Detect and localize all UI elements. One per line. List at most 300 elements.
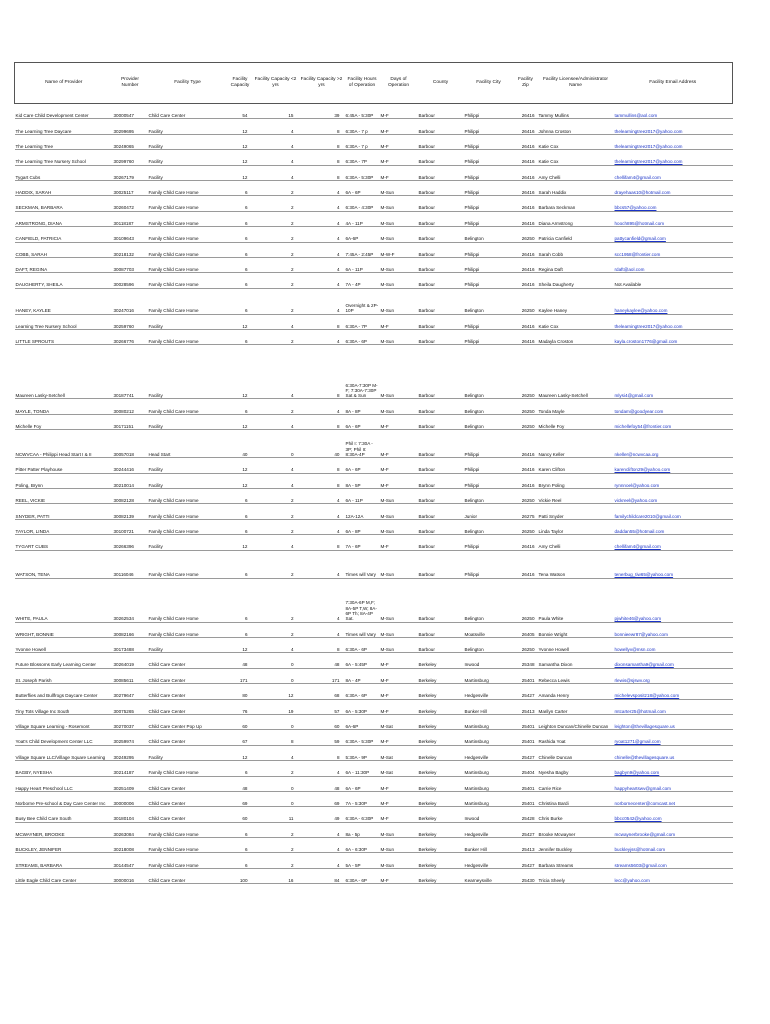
cell-days: M-F (380, 119, 418, 134)
cell-email[interactable] (614, 104, 733, 119)
cell-capacity-under-2: 4 (253, 134, 299, 149)
table-row (15, 165, 733, 180)
email-link[interactable]: chellifam4@gmail.com (614, 174, 661, 180)
cell-name: Poling, Brynn (15, 473, 113, 488)
cell-email[interactable] (614, 134, 733, 149)
email-link[interactable]: nkeller@ncwvcaa.org (614, 451, 659, 457)
cell-number: 30109643 (113, 227, 148, 242)
cell-email[interactable] (614, 745, 733, 760)
email-link[interactable]: tenerbug_tiw65@yahoo.com (614, 572, 674, 578)
table-row (15, 257, 733, 272)
cell-number: 30082139 (113, 504, 148, 519)
cell-zip: 26250 (514, 399, 538, 414)
cell-email[interactable] (614, 807, 733, 822)
cell-days: M-Sun (380, 257, 418, 272)
email-link[interactable]: howellyv@msn.com (614, 647, 656, 653)
cell-hours: 8A - 5P (345, 473, 380, 488)
cell-type: Child Care Center (148, 791, 228, 806)
email-link[interactable]: rlewis@sjswv.org (614, 677, 650, 683)
cell-county: Berkeley (418, 684, 464, 699)
cell-email[interactable] (614, 242, 733, 257)
cell-email[interactable] (614, 314, 733, 329)
email-link[interactable]: norbornecenter@comcast.net (614, 801, 676, 806)
cell-capacity: 6 (228, 330, 253, 345)
cell-zip: 25401 (514, 714, 538, 729)
cell-hours: 7A - 4P (345, 273, 380, 288)
cell-capacity: 6 (228, 822, 253, 837)
email-link[interactable]: ryoat1271@gmail.com (614, 739, 661, 745)
cell-name: TAYLOR, LINDA (15, 519, 113, 534)
cell-number: 30214187 (113, 761, 148, 776)
cell-county: Berkeley (418, 745, 464, 760)
header-number: Provider Number (113, 63, 148, 104)
cell-admin: Johnna Croston (538, 119, 614, 134)
cell-county: Barbour (418, 330, 464, 345)
cell-type: Child Care Center (148, 776, 228, 791)
table-row (15, 535, 733, 550)
cell-number: 30279647 (113, 684, 148, 699)
email-link[interactable]: pjwhite46@yahoo.com (614, 616, 662, 622)
cell-city: Hedgesville (464, 853, 514, 868)
cell-type: Head Start (148, 430, 228, 458)
cell-capacity-over-2: 8 (299, 637, 345, 652)
cell-county: Barbour (418, 345, 464, 399)
cell-name: Maureen Lasky-Setchell (15, 345, 113, 399)
cell-capacity-under-2: 4 (253, 745, 299, 760)
cell-email[interactable] (614, 119, 733, 134)
cell-admin: Brooke Mcwayner (538, 822, 614, 837)
cell-type: Facility (148, 314, 228, 329)
cell-email[interactable] (614, 399, 733, 414)
cell-capacity-over-2: 4 (299, 853, 345, 868)
cell-number: 30251409 (113, 776, 148, 791)
cell-capacity-over-2: 4 (299, 180, 345, 195)
cell-email[interactable] (614, 414, 733, 429)
table-row (15, 473, 733, 488)
cell-county: Barbour (418, 399, 464, 414)
cell-capacity: 12 (228, 637, 253, 652)
cell-email[interactable] (614, 150, 733, 165)
cell-county: Berkeley (418, 776, 464, 791)
email-link[interactable]: dixonsamantha9@gmail.com (614, 662, 674, 668)
cell-hours: 6:30A - 6P (345, 637, 380, 652)
cell-type: Family Child Care Home (148, 853, 228, 868)
cell-county: Barbour (418, 504, 464, 519)
cell-number: 30299695 (113, 119, 148, 134)
cell-name: MCWAYNER, BROOKE (15, 822, 113, 837)
cell-admin: Christina Bardi (538, 791, 614, 806)
cell-days: M-F (380, 653, 418, 668)
cell-number: 30267179 (113, 165, 148, 180)
cell-capacity-over-2: 69 (299, 791, 345, 806)
cell-days: M-Sat (380, 745, 418, 760)
email-link[interactable]: buckleyjss@hotmail.com (614, 847, 666, 853)
cell-type: Family Child Care Home (148, 227, 228, 242)
table-row (15, 211, 733, 226)
cell-email[interactable] (614, 458, 733, 473)
cell-email[interactable] (614, 578, 733, 622)
cell-admin: Katie Cox (538, 134, 614, 149)
cell-email[interactable] (614, 257, 733, 272)
cell-capacity-under-2: 11 (253, 807, 299, 822)
cell-zip: 25427 (514, 684, 538, 699)
cell-city: Martinsburg (464, 791, 514, 806)
cell-capacity-under-2: 2 (253, 578, 299, 622)
cell-capacity-under-2: 15 (253, 104, 299, 119)
table-row (15, 807, 733, 822)
cell-admin: Michelle Foy (538, 414, 614, 429)
cell-county: Berkeley (418, 868, 464, 883)
table-row (15, 180, 733, 195)
cell-capacity-over-2: 4 (299, 211, 345, 226)
cell-admin: Rashida Yoat (538, 730, 614, 745)
cell-number: 30173488 (113, 637, 148, 652)
cell-number: 30000547 (113, 104, 148, 119)
email-link[interactable]: lecc@yahoo.com (614, 877, 650, 883)
cell-zip: 26250 (514, 345, 538, 399)
email-link[interactable]: familychildcare2010@gmail.com (614, 513, 681, 519)
cell-capacity-over-2: 8 (299, 345, 345, 399)
cell-type: Facility (148, 414, 228, 429)
cell-capacity-under-2: 2 (253, 180, 299, 195)
cell-zip: 26416 (514, 134, 538, 149)
cell-city: Inwood (464, 807, 514, 822)
cell-hours: 6A - 11P (345, 489, 380, 504)
cell-email[interactable] (614, 504, 733, 519)
cell-admin: Amanda Henry (538, 684, 614, 699)
table-row (15, 653, 733, 668)
cell-name: St. Joseph Parish (15, 668, 113, 683)
cell-capacity-over-2: 57 (299, 699, 345, 714)
cell-number: 30082128 (113, 489, 148, 504)
cell-admin: Sheila Daugherty (538, 273, 614, 288)
cell-number: 30118187 (113, 211, 148, 226)
cell-county: Barbour (418, 622, 464, 637)
table-row (15, 227, 733, 242)
cell-name: Village Square LLC/Village Square Learning (15, 745, 113, 760)
cell-admin: Karen Clifton (538, 458, 614, 473)
cell-number: 30270037 (113, 714, 148, 729)
email-link[interactable]: michelevspositz18@yahoo.com (614, 693, 680, 699)
cell-admin: Vickie Reel (538, 489, 614, 504)
cell-capacity: 6 (228, 257, 253, 272)
cell-hours: 6A - 11P (345, 257, 380, 272)
email-link[interactable]: chellifam4@gmail.com (614, 544, 661, 550)
cell-hours: 6:30A - 7 p (345, 134, 380, 149)
cell-zip: 25404 (514, 761, 538, 776)
cell-city: Philippi (464, 242, 514, 257)
cell-admin: Sarah Cobb (538, 242, 614, 257)
cell-days: M-Sun (380, 273, 418, 288)
cell-email[interactable] (614, 822, 733, 837)
email-link[interactable]: scc1958@frontier.com (614, 251, 661, 257)
cell-type: Family Child Care Home (148, 273, 228, 288)
cell-capacity-over-2: 8 (299, 165, 345, 180)
cell-capacity: 6 (228, 211, 253, 226)
cell-admin: Brynn Poling (538, 473, 614, 488)
table-row (15, 699, 733, 714)
cell-name: WHITE, PAULA (15, 578, 113, 622)
email-link[interactable]: thelearningtree2017@yahoo.com (614, 143, 683, 149)
cell-type: Family Child Care Home (148, 211, 228, 226)
cell-admin: Katie Cox (538, 314, 614, 329)
cell-days: M-F (380, 458, 418, 473)
cell-hours: 6A - 6P (345, 776, 380, 791)
table-row (15, 504, 733, 519)
cell-capacity-under-2: 4 (253, 119, 299, 134)
email-link[interactable]: bbcs57@yahoo.com (614, 205, 657, 211)
cell-type: Child Care Center (148, 730, 228, 745)
cell-email[interactable] (614, 761, 733, 776)
cell-email[interactable] (614, 868, 733, 883)
cell-zip: 26416 (514, 104, 538, 119)
email-link[interactable]: bbcc0542@yahoo.com (614, 816, 662, 822)
cell-type: Family Child Care Home (148, 550, 228, 578)
cell-county: Barbour (418, 257, 464, 272)
cell-capacity: 67 (228, 730, 253, 745)
cell-email[interactable] (614, 776, 733, 791)
cell-city: Philippi (464, 165, 514, 180)
cell-zip: 25413 (514, 838, 538, 853)
email-text: Not Available (614, 282, 642, 288)
cell-zip: 26416 (514, 473, 538, 488)
table-row (15, 578, 733, 622)
cell-capacity-under-2: 2 (253, 489, 299, 504)
cell-capacity-over-2: 4 (299, 504, 345, 519)
cell-county: Barbour (418, 414, 464, 429)
cell-email[interactable] (614, 637, 733, 652)
cell-type: Family Child Care Home (148, 838, 228, 853)
cell-admin: Patricia Canfield (538, 227, 614, 242)
email-link[interactable]: karenclifton29@yahoo.com (614, 467, 671, 473)
table-row (15, 345, 733, 399)
cell-email[interactable] (614, 838, 733, 853)
cell-city: Martinsburg (464, 761, 514, 776)
cell-admin: Tricia Sheely (538, 868, 614, 883)
cell-city: Philippi (464, 430, 514, 458)
cell-number: 30057018 (113, 430, 148, 458)
cell-days: M-F (380, 684, 418, 699)
cell-capacity-over-2: 8 (299, 745, 345, 760)
cell-type: Family Child Care Home (148, 822, 228, 837)
cell-capacity-over-2: 8 (299, 119, 345, 134)
cell-city: Inwood (464, 653, 514, 668)
cell-hours: 6A - 6P (345, 180, 380, 195)
cell-city: Bunker Hill (464, 838, 514, 853)
cell-name: TYGART CUBS (15, 535, 113, 550)
cell-email[interactable] (614, 653, 733, 668)
cell-email[interactable] (614, 180, 733, 195)
cell-email[interactable] (614, 473, 733, 488)
cell-hours: 6A - 6P (345, 414, 380, 429)
cell-email (614, 273, 733, 288)
cell-admin: Barbara Streams (538, 853, 614, 868)
cell-type: Facility (148, 458, 228, 473)
cell-capacity-over-2: 4 (299, 242, 345, 257)
cell-zip: 26250 (514, 227, 538, 242)
cell-hours: 6:30A - 6P (345, 868, 380, 883)
cell-number: 30264019 (113, 653, 148, 668)
cell-type: Child Care Center (148, 653, 228, 668)
cell-email[interactable] (614, 730, 733, 745)
cell-county: Berkeley (418, 653, 464, 668)
cell-zip: 26416 (514, 535, 538, 550)
cell-type: Family Child Care Home (148, 242, 228, 257)
cell-city: Philippi (464, 104, 514, 119)
cell-hours: 5A - 5P (345, 853, 380, 868)
header-name: Name of Provider (15, 63, 113, 104)
cell-type: Child Care Center (148, 868, 228, 883)
table-row (15, 458, 733, 473)
cell-number: 30187741 (113, 345, 148, 399)
cell-capacity: 12 (228, 345, 253, 399)
cell-admin: Chris Burke (538, 807, 614, 822)
cell-hours: 8A - 8P (345, 399, 380, 414)
cell-name: REEL, VICKIE (15, 489, 113, 504)
email-link[interactable]: streams5603@gmail.com (614, 862, 667, 868)
cell-capacity-under-2: 2 (253, 399, 299, 414)
cell-city: Philippi (464, 180, 514, 195)
cell-email[interactable] (614, 684, 733, 699)
cell-email[interactable] (614, 196, 733, 211)
table-row (15, 330, 733, 345)
cell-county: Barbour (418, 489, 464, 504)
email-link[interactable]: haneykaylee@yahoo.com (614, 308, 668, 314)
cell-capacity: 12 (228, 414, 253, 429)
cell-name: DAFT, REGINA (15, 257, 113, 272)
email-link[interactable]: tondam@goodyear.com (614, 408, 664, 414)
cell-email[interactable] (614, 430, 733, 458)
provider-table (14, 62, 733, 884)
cell-hours: 6A-6P (345, 714, 380, 729)
cell-zip: 26416 (514, 211, 538, 226)
cell-city: Martinsburg (464, 776, 514, 791)
cell-email[interactable] (614, 714, 733, 729)
cell-capacity-under-2: 12 (253, 684, 299, 699)
cell-email[interactable] (614, 288, 733, 314)
cell-name: MAYLE, TONDA (15, 399, 113, 414)
cell-county: Barbour (418, 165, 464, 180)
cell-type: Facility (148, 637, 228, 652)
cell-capacity: 12 (228, 314, 253, 329)
cell-zip: 26416 (514, 458, 538, 473)
cell-zip: 26416 (514, 150, 538, 165)
header-type: Facility Type (148, 63, 228, 104)
cell-county: Barbour (418, 637, 464, 652)
cell-email[interactable] (614, 227, 733, 242)
cell-capacity: 6 (228, 504, 253, 519)
email-link[interactable]: drayehaas10@hotmail.com (614, 190, 671, 196)
email-link[interactable]: vickreel@yahoo.com (614, 498, 658, 504)
email-link[interactable]: daddan55@hotmail.com (614, 528, 665, 534)
cell-admin: Jennifer Buckley (538, 838, 614, 853)
cell-county: Berkeley (418, 699, 464, 714)
cell-number: 30100721 (113, 519, 148, 534)
cell-email[interactable] (614, 165, 733, 180)
cell-email[interactable] (614, 550, 733, 578)
cell-type: Facility (148, 535, 228, 550)
email-link[interactable]: bonnieewr87@yahoo.com (614, 631, 668, 637)
cell-days: M-F (380, 535, 418, 550)
cell-email[interactable] (614, 853, 733, 868)
email-link[interactable]: thelearningtree2017@yahoo.com (614, 323, 683, 329)
cell-city: Philippi (464, 119, 514, 134)
cell-email[interactable] (614, 345, 733, 399)
email-link[interactable]: hooch895@hotmail.com (614, 220, 665, 226)
cell-type: Facility (148, 165, 228, 180)
cell-hours: 6:30A - 6P (345, 330, 380, 345)
cell-email[interactable] (614, 622, 733, 637)
email-link[interactable]: happyheartswv@gmail.com (614, 785, 671, 791)
email-link[interactable]: thelearningtree2017@yahoo.com (614, 159, 683, 165)
cell-hours: 6:30A - 7 p (345, 119, 380, 134)
email-link[interactable]: bagbyn9@yahoo.com (614, 770, 660, 776)
cell-city: Philippi (464, 211, 514, 226)
cell-hours: 4A - 11P (345, 211, 380, 226)
cell-hours: 6A - 5:45P (345, 653, 380, 668)
cell-email[interactable] (614, 699, 733, 714)
email-link[interactable]: mcwaynerbrooke@gmail.com (614, 831, 676, 837)
cell-hours: 6:30A - 7P (345, 150, 380, 165)
email-link[interactable]: tammullins@aol.com (614, 113, 658, 119)
cell-email[interactable] (614, 791, 733, 806)
cell-type: Family Child Care Home (148, 196, 228, 211)
cell-type: Child Care Center (148, 684, 228, 699)
email-link[interactable]: thelearningtree2017@yahoo.com (614, 128, 683, 134)
cell-days: M-F (380, 165, 418, 180)
email-link[interactable]: chinelle@thevillagesquare.us (614, 754, 675, 760)
cell-number: 30266776 (113, 330, 148, 345)
table-row (15, 668, 733, 683)
email-link[interactable]: pattycanfield@gmail.com (614, 236, 666, 242)
cell-number: 30249295 (113, 745, 148, 760)
cell-capacity: 6 (228, 180, 253, 195)
email-link[interactable]: rdaft@aol.com (614, 267, 645, 273)
cell-capacity: 12 (228, 458, 253, 473)
email-link[interactable]: kayla.croston1776@gmail.com (614, 339, 678, 345)
cell-type: Family Child Care Home (148, 578, 228, 622)
cell-type: Facility (148, 150, 228, 165)
cell-name: The Learning Tree Daycare (15, 119, 113, 134)
email-link[interactable]: mtcarter25@hotmail.com (614, 708, 666, 714)
cell-county: Barbour (418, 134, 464, 149)
cell-email[interactable] (614, 489, 733, 504)
cell-email[interactable] (614, 519, 733, 534)
table-row (15, 745, 733, 760)
cell-email[interactable] (614, 535, 733, 550)
cell-capacity-under-2: 2 (253, 242, 299, 257)
cell-type: Facility (148, 745, 228, 760)
email-link[interactable]: rynnnoel@yahoo.com (614, 482, 660, 488)
cell-admin: Sarah Haddix (538, 180, 614, 195)
cell-type: Child Care Center (148, 104, 228, 119)
cell-number: 30000016 (113, 868, 148, 883)
cell-name: DAUGHERTY, SHEILA (15, 273, 113, 288)
email-link[interactable]: leighton@thevillagesquare.us (614, 724, 675, 730)
cell-number: 30075265 (113, 699, 148, 714)
cell-county: Berkeley (418, 714, 464, 729)
cell-email[interactable] (614, 668, 733, 683)
email-link[interactable]: michellefoy54@frontier.com (614, 423, 672, 429)
cell-capacity: 6 (228, 288, 253, 314)
cell-county: Barbour (418, 430, 464, 458)
cell-email[interactable] (614, 330, 733, 345)
cell-capacity: 12 (228, 150, 253, 165)
cell-admin: Carrie Rice (538, 776, 614, 791)
cell-days: M-F (380, 430, 418, 458)
cell-email[interactable] (614, 211, 733, 226)
email-link[interactable]: mlysi4@gmail.com (614, 393, 654, 399)
